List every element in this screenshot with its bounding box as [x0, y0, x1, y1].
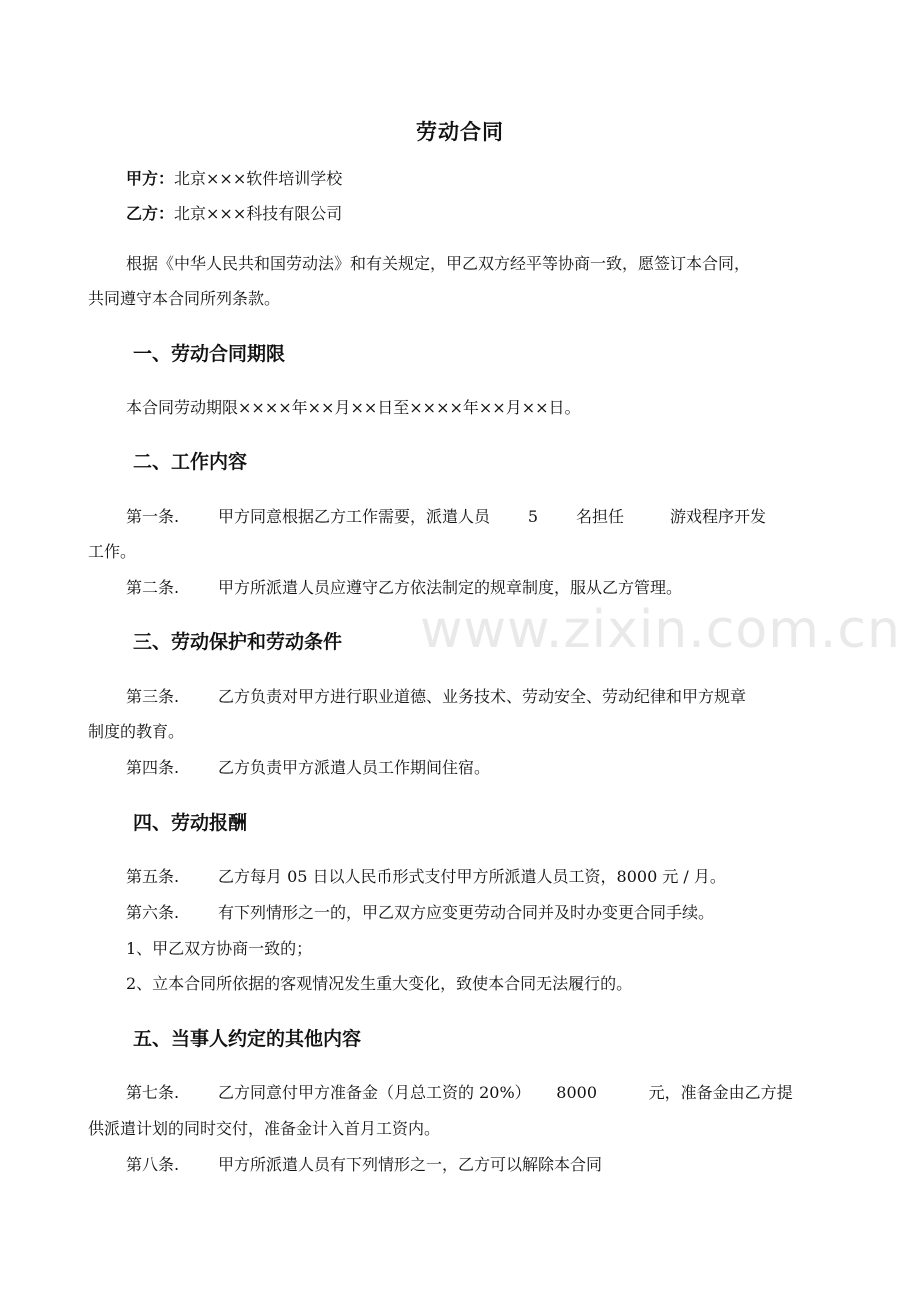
party-b-value: 北京×××科技有限公司 [174, 204, 343, 223]
article-7-text-2: 元，准备金由乙方提 [648, 1083, 793, 1102]
list-item-2: 2、立本合同所依据的客观情况发生重大变化，致使本合同无法履行的。 [126, 974, 633, 993]
section-1-heading: 一、劳动合同期限 [133, 343, 286, 365]
article-1-continuation: 工作。 [88, 542, 137, 561]
preamble-line-1: 根据《中华人民共和国劳动法》和有关规定，甲乙双方经平等协商一致，愿签订本合同， [126, 254, 751, 273]
article-7-text-1: 乙方同意付甲方准备金（月总工资的 20%） [218, 1083, 531, 1102]
document-title: 劳动合同 [416, 120, 504, 144]
section-2-heading: 二、工作内容 [133, 451, 248, 473]
article-5 [126, 866, 834, 888]
article-7 [126, 1082, 834, 1104]
article-4-number: 第四条. [126, 758, 180, 777]
party-a-label: 甲方： [126, 169, 175, 188]
preamble-line-2: 共同遵守本合同所列条款。 [88, 289, 281, 308]
article-1-role: 游戏程序开发 [670, 507, 767, 526]
party-a-value: 北京×××软件培训学校 [174, 169, 343, 188]
article-8 [126, 1154, 834, 1176]
party-b [126, 203, 342, 225]
section-5-heading: 五、当事人约定的其他内容 [133, 1028, 362, 1050]
article-8-number: 第八条. [126, 1155, 180, 1174]
article-7-number: 第七条. [126, 1083, 180, 1102]
article-1-text-2: 名担任 [576, 507, 625, 526]
article-3-number: 第三条. [126, 687, 180, 706]
article-6-number: 第六条. [126, 903, 180, 922]
article-5-text: 乙方每月 05 日以人民币形式支付甲方所派遣人员工资，8000 元 / 月。 [218, 867, 726, 886]
article-3-continuation: 制度的教育。 [88, 722, 185, 741]
watermark: www.zixin.com.cn [420, 600, 901, 660]
article-1-text-1: 甲方同意根据乙方工作需要，派遣人员 [218, 507, 491, 526]
article-2-number: 第二条. [126, 578, 180, 597]
section-4-heading: 四、劳动报酬 [133, 812, 248, 834]
article-4 [126, 757, 834, 779]
party-a [126, 168, 342, 190]
article-7-continuation: 供派遣计划的同时交付，准备金计入首月工资内。 [88, 1119, 441, 1138]
article-1 [126, 506, 834, 528]
article-2 [126, 577, 834, 599]
section-3-heading: 三、劳动保护和劳动条件 [133, 631, 343, 653]
list-item-1: 1、甲乙双方协商一致的； [126, 939, 313, 958]
article-3 [126, 686, 834, 708]
article-8-text: 甲方所派遣人员有下列情形之一，乙方可以解除本合同 [218, 1155, 603, 1174]
article-3-text: 乙方负责对甲方进行职业道德、业务技术、劳动安全、劳动纪律和甲方规章 [218, 687, 747, 706]
section-1-text: 本合同劳动期限××××年××月××日至××××年××月××日。 [126, 398, 581, 417]
article-4-text: 乙方负责甲方派遣人员工作期间住宿。 [218, 758, 491, 777]
article-1-number: 第一条. [126, 507, 180, 526]
article-1-count: 5 [527, 507, 539, 526]
article-6 [126, 902, 834, 924]
article-6-text: 有下列情形之一的，甲乙双方应变更劳动合同并及时办变更合同手续。 [218, 903, 715, 922]
article-5-number: 第五条. [126, 867, 180, 886]
article-7-amount: 8000 [556, 1083, 598, 1102]
party-b-label: 乙方： [126, 204, 175, 223]
article-2-text: 甲方所派遣人员应遵守乙方依法制定的规章制度，服从乙方管理。 [218, 578, 683, 597]
